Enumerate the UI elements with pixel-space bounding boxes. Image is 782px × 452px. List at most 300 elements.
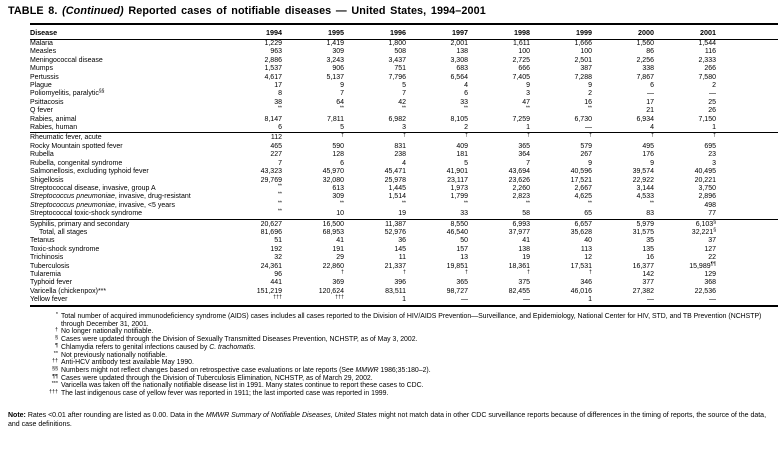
title-prefix: TABLE 8. [8, 5, 63, 17]
disease-label: Rheumatic fever, acute [30, 133, 220, 143]
table-row [30, 177, 778, 185]
case-count-cell: ††† [335, 294, 344, 301]
case-count-cell: 23,117 [447, 176, 468, 184]
spacer-cell [716, 254, 778, 262]
spacer-cell [716, 263, 778, 271]
case-count-cell: ** [277, 105, 282, 112]
table-header [30, 24, 778, 40]
spacer-cell [716, 40, 778, 49]
case-count-cell: 16,500 [282, 219, 344, 229]
table-section [30, 40, 778, 133]
case-count-cell: † [344, 133, 406, 143]
disease-label: Streptococcus pneumoniae, invasive, <5 years [30, 201, 175, 209]
column-header-spacer [716, 24, 778, 40]
case-count-cell: 19 [522, 254, 530, 262]
footnote-text: No longer nationally notifiable. [61, 328, 154, 336]
disease-label: Streptococcal disease, invasive, group A [30, 184, 156, 192]
case-count-cell: 82,455 [508, 287, 530, 295]
column-header-year: 1995 [282, 24, 344, 40]
case-count-cell: 96 [274, 270, 282, 278]
table-row [30, 185, 778, 193]
case-count-cell: 3,144 [636, 184, 654, 192]
disease-label: Syphilis, primary and secondary [30, 219, 220, 229]
case-count-cell: † [406, 133, 468, 143]
table-row [30, 143, 778, 151]
case-count-cell: 579 [580, 142, 592, 150]
case-count-cell: 7,867 [636, 73, 654, 81]
case-count-cell: 23 [708, 151, 716, 159]
case-count-cell: — [585, 124, 592, 132]
case-count-cell: — [523, 296, 530, 304]
case-count-cell: † [341, 269, 344, 276]
spacer-cell [716, 57, 778, 65]
case-count-cell: 3,437 [388, 56, 406, 64]
disease-label: Streptococcal toxic-shock syndrome [30, 210, 143, 218]
spacer-cell [716, 116, 778, 124]
case-count-cell: 267 [580, 151, 592, 159]
table-row [30, 219, 778, 229]
notifiable-diseases-table [30, 23, 778, 307]
case-count-cell: 8,550 [406, 219, 468, 229]
case-count-cell: 1 [588, 296, 592, 304]
table-row [30, 116, 778, 124]
case-count-cell: ** [649, 200, 654, 207]
case-count-cell: † [403, 269, 406, 276]
disease-label: Tetanus [30, 237, 55, 245]
disease-label: Salmonellosis, excluding typhoid fever [30, 168, 149, 176]
case-count-cell: ** [401, 105, 406, 112]
case-count-cell: 43,694 [508, 168, 530, 176]
case-count-cell: 4,625 [574, 193, 592, 201]
case-count-cell: 6 [340, 159, 344, 167]
case-count-cell: 364 [518, 151, 530, 159]
spacer-cell [716, 202, 778, 210]
case-count-cell: 22,922 [632, 176, 654, 184]
case-count-cell: 695 [704, 142, 716, 150]
footnotes [0, 313, 779, 398]
case-count-cell: 16,377 [632, 262, 654, 270]
case-count-cell: 1,666 [574, 40, 592, 47]
table-row [30, 48, 778, 56]
case-count-cell: ** [463, 200, 468, 207]
disease-label: Tularemia [30, 270, 61, 278]
footnote-marker: *** [51, 381, 58, 388]
case-count-cell: 15,989¶¶ [689, 261, 716, 270]
case-count-cell: 4 [650, 124, 654, 132]
case-count-cell: 47 [522, 98, 530, 106]
spacer-cell [716, 185, 778, 193]
case-count-cell: 8 [278, 90, 282, 98]
spacer-cell [716, 210, 778, 219]
table-row [30, 107, 778, 115]
table-row [30, 90, 778, 98]
case-count-cell: 2 [712, 82, 716, 90]
disease-label: Shigellosis [30, 176, 64, 184]
case-count-cell: ** [587, 105, 592, 112]
case-count-cell: 266 [704, 65, 716, 73]
column-header-year: 1994 [220, 24, 282, 40]
case-count-cell: 40,495 [694, 168, 716, 176]
case-count-cell: 2,256 [636, 56, 654, 64]
case-count-cell: 683 [456, 65, 468, 73]
footnote-marker: ††† [49, 389, 58, 396]
column-header-year: 2000 [592, 24, 654, 40]
case-count-cell: 906 [332, 65, 344, 73]
table-row [30, 40, 778, 49]
note-label: Note: [8, 412, 26, 419]
case-count-cell: 20,221 [694, 176, 716, 184]
case-count-cell: — [461, 296, 468, 304]
case-count-cell: 1,229 [264, 40, 282, 47]
case-count-cell: 83 [646, 210, 654, 218]
case-count-cell: 41 [336, 237, 344, 245]
case-count-cell: 6,993 [468, 219, 530, 229]
table-row [30, 151, 778, 159]
table-row [30, 133, 778, 143]
case-count-cell: 2,896 [698, 193, 716, 201]
footnote-marker: § [55, 335, 58, 342]
case-count-cell: 6,934 [636, 115, 654, 123]
case-count-cell: 32,221§ [691, 227, 716, 236]
column-header-disease: Disease [30, 24, 220, 40]
spacer-cell [716, 82, 778, 90]
disease-label: Malaria [30, 40, 53, 47]
case-count-cell: 21,337 [384, 262, 406, 270]
footnote-marker: †† [52, 358, 58, 365]
case-count-cell: 6,730 [574, 115, 592, 123]
case-count-cell: 365 [456, 279, 468, 287]
case-count-cell: 495 [642, 142, 654, 150]
spacer-cell [716, 74, 778, 82]
case-count-cell: 129 [704, 270, 716, 278]
footnote [0, 344, 779, 352]
note-text [8, 412, 776, 429]
case-count-cell: † [589, 269, 592, 276]
case-count-cell: 387 [580, 65, 592, 73]
case-count-cell: 6 [650, 82, 654, 90]
spacer-cell [716, 48, 778, 56]
spacer-cell [716, 296, 778, 305]
case-count-cell: 151,219 [256, 287, 282, 295]
case-count-cell: 5 [464, 159, 468, 167]
spacer-cell [716, 143, 778, 151]
case-count-cell: 1,560 [636, 40, 654, 47]
case-count-cell: 8,105 [450, 115, 468, 123]
case-count-cell: 368 [704, 279, 716, 287]
footnote-marker: ¶¶ [52, 373, 58, 380]
case-count-cell: 68,953 [322, 228, 344, 236]
case-count-cell: 2,725 [512, 56, 530, 64]
table-row [30, 82, 778, 90]
case-count-cell: 5 [402, 82, 406, 90]
disease-label: Pertussis [30, 73, 59, 81]
spacer-cell [716, 99, 778, 107]
table-row [30, 288, 778, 296]
case-count-cell: † [654, 133, 716, 143]
case-count-cell: 42 [398, 98, 406, 106]
case-count-cell: 7,150 [698, 115, 716, 123]
case-count-cell: 138 [456, 48, 468, 56]
case-count-cell: 1,419 [326, 40, 344, 47]
disease-label: Rocky Mountain spotted fever [30, 142, 123, 150]
case-count-cell: 142 [642, 270, 654, 278]
case-count-cell: 369 [332, 279, 344, 287]
disease-label: Mumps [30, 65, 53, 73]
case-count-cell: 45,970 [322, 168, 344, 176]
case-count-cell: 17,531 [570, 262, 592, 270]
case-count-cell: 9 [340, 82, 344, 90]
note-body: Rates <0.01 after rounding are listed as 0.00. Data in the MMWR Summary of Notifiable Diseases, United States might not match data in other CDC surveillance reports because of differences in the timing of reports, the source of the data, and case definitions. [8, 412, 767, 428]
case-count-cell: 17,521 [570, 176, 592, 184]
case-count-cell: 9 [650, 159, 654, 167]
footnote [0, 313, 779, 328]
case-count-cell: 751 [394, 65, 406, 73]
case-count-cell: 43,323 [260, 168, 282, 176]
case-count-cell: 41,901 [446, 168, 468, 176]
case-count-cell: 81,696 [260, 228, 282, 236]
case-count-cell: — [709, 90, 716, 98]
table-row [30, 246, 778, 254]
case-count-cell: 963 [270, 48, 282, 56]
case-count-cell: 7 [526, 159, 530, 167]
footnote-text: Numbers might not reflect changes based on retrospective case evaluations or late reports (See MMWR 1986;35:180–2). [61, 366, 431, 374]
table-row [30, 74, 778, 82]
case-count-cell: 39,574 [632, 168, 654, 176]
case-count-cell: 2 [588, 90, 592, 98]
case-count-cell: ** [277, 208, 282, 215]
case-count-cell: 98,727 [446, 287, 468, 295]
case-count-cell: 77 [708, 210, 716, 218]
case-count-cell: ** [463, 105, 468, 112]
footnote-text: Total number of acquired immunodeficiency syndrome (AIDS) cases includes all cases reported to the Division of HIV/AIDS Prevention—Surveillance, and Epidemiology, National Center for HIV, STD, and TB Prevention (NCHSTP) through December 31, 2001. [61, 313, 762, 328]
case-count-cell: 17 [274, 82, 282, 90]
title-rest: Reported cases of notifiable diseases — United States, 1994–2001 [123, 5, 486, 17]
case-count-cell: 6,564 [450, 73, 468, 81]
case-count-cell: 11 [398, 254, 406, 262]
footnote-text: Varicella was taken off the nationally notifiable disease list in 1991. Many states continue to report these cases to CDC. [61, 382, 424, 390]
case-count-cell: 7,259 [512, 115, 530, 123]
case-count-cell: 58 [522, 210, 530, 218]
case-count-cell: 11,387 [344, 219, 406, 229]
case-count-cell: 7 [340, 90, 344, 98]
spacer-cell [716, 151, 778, 159]
header-row [30, 24, 778, 40]
spacer-cell [716, 90, 778, 98]
case-count-cell: 309 [332, 193, 344, 201]
case-count-cell: 25 [708, 98, 716, 106]
spacer-cell [716, 124, 778, 133]
disease-label: Psittacosis [30, 98, 64, 106]
case-count-cell: † [468, 133, 530, 143]
case-count-cell: 65 [584, 210, 592, 218]
case-count-cell: 51 [274, 237, 282, 245]
case-count-cell: 38 [274, 98, 282, 106]
case-count-cell: 1,445 [388, 184, 406, 192]
column-header-year: 1998 [468, 24, 530, 40]
case-count-cell: 32 [274, 254, 282, 262]
spacer-cell [716, 279, 778, 287]
case-count-cell: 3 [526, 90, 530, 98]
case-count-cell: † [592, 133, 654, 143]
case-count-cell: † [282, 133, 344, 143]
case-count-cell: 17 [646, 98, 654, 106]
case-count-cell: 2,001 [450, 40, 468, 47]
case-count-cell: 18,361 [508, 262, 530, 270]
case-count-cell: 83,511 [385, 287, 406, 295]
case-count-cell: 116 [704, 48, 716, 56]
case-count-cell: 7,796 [388, 73, 406, 81]
table-row [30, 237, 778, 245]
case-count-cell: 2 [464, 124, 468, 132]
case-count-cell: 41 [522, 237, 530, 245]
footnote-marker: ** [53, 350, 58, 357]
case-count-cell: 12 [584, 254, 592, 262]
case-count-cell: 1,973 [450, 184, 468, 192]
case-count-cell: 4,533 [636, 193, 654, 201]
disease-label: Streptococcus pneumoniae, invasive, drug-resistant [30, 193, 191, 201]
case-count-cell: 831 [394, 142, 406, 150]
case-count-cell: 4,617 [264, 73, 282, 81]
case-count-cell: 33 [460, 98, 468, 106]
case-count-cell: 32,080 [322, 176, 344, 184]
case-count-cell: † [530, 133, 592, 143]
case-count-cell: 29,769 [260, 176, 282, 184]
table-row [30, 296, 778, 305]
spacer-cell [716, 107, 778, 115]
case-count-cell: 2,333 [698, 56, 716, 64]
spacer-cell [716, 271, 778, 279]
case-count-cell: 3,308 [450, 56, 468, 64]
disease-label: Toxic-shock syndrome [30, 245, 100, 253]
case-count-cell: — [709, 296, 716, 304]
case-count-cell: 50 [460, 237, 468, 245]
table-section [30, 133, 778, 219]
case-count-cell: ††† [273, 294, 282, 301]
case-count-cell: 3,243 [326, 56, 344, 64]
case-count-cell: 135 [642, 245, 654, 253]
case-count-cell: 1,611 [513, 40, 530, 47]
case-count-cell: 52,976 [384, 228, 406, 236]
case-count-cell: 441 [270, 279, 282, 287]
disease-label: Rabies, human [30, 124, 78, 132]
case-count-cell: 590 [332, 142, 344, 150]
disease-label: Measles [30, 48, 57, 56]
footnote-text: Anti-HCV antibody test available May 1990. [61, 359, 194, 367]
case-count-cell: 1,544 [698, 40, 716, 47]
case-count-cell: 138 [518, 245, 530, 253]
spacer-cell [716, 193, 778, 201]
case-count-cell: 9 [588, 82, 592, 90]
case-count-cell: 46,016 [570, 287, 592, 295]
case-count-cell: 26 [708, 107, 716, 115]
case-count-cell: 375 [518, 279, 530, 287]
case-count-cell: 2,886 [264, 56, 282, 64]
spacer-cell [716, 177, 778, 185]
case-count-cell: 16 [584, 98, 592, 106]
case-count-cell: 227 [270, 151, 282, 159]
disease-label: Meningococcal disease [30, 56, 103, 64]
case-count-cell: 24,361 [260, 262, 282, 270]
table-row [30, 202, 778, 210]
case-count-cell: ** [339, 105, 344, 112]
case-count-cell: 8,147 [264, 115, 282, 123]
spacer-cell [716, 288, 778, 296]
case-count-cell: 7,288 [574, 73, 592, 81]
footnote-text: Cases were updated through the Division of Tuberculosis Elimination, NCHSTP, as of March 29, 2002. [61, 374, 373, 382]
case-count-cell: 498 [704, 201, 716, 209]
case-count-cell: 37,977 [508, 228, 530, 236]
case-count-cell: 7,811 [327, 115, 344, 123]
case-count-cell: 346 [580, 279, 592, 287]
footnote [0, 328, 779, 336]
case-count-cell: 396 [394, 279, 406, 287]
case-count-cell: 6 [464, 90, 468, 98]
case-count-cell: 16 [646, 254, 654, 262]
case-count-cell: 2,260 [512, 184, 530, 192]
case-count-cell: ** [587, 200, 592, 207]
case-count-cell: 113 [580, 245, 592, 253]
case-count-cell: 1 [526, 124, 530, 132]
disease-label: Total, all stages [39, 228, 88, 236]
case-count-cell: 112 [220, 133, 282, 143]
footnote [0, 359, 779, 367]
case-count-cell: 128 [332, 151, 344, 159]
column-header-year: 1999 [530, 24, 592, 40]
footnote-text: Not previously nationally notifiable. [61, 351, 168, 359]
footnote [0, 382, 779, 390]
case-count-cell: 20,627 [220, 219, 282, 229]
case-count-cell: 238 [394, 151, 406, 159]
case-count-cell: 25,978 [384, 176, 406, 184]
case-count-cell: 100 [580, 48, 592, 56]
case-count-cell: 127 [704, 245, 716, 253]
case-count-cell: 309 [332, 48, 344, 56]
case-count-cell: 22 [708, 254, 716, 262]
case-count-cell: ** [277, 183, 282, 190]
case-count-cell: 64 [336, 98, 344, 106]
disease-label: Plague [30, 82, 52, 90]
case-count-cell: 377 [642, 279, 654, 287]
case-count-cell: 3 [402, 124, 406, 132]
case-count-cell: † [465, 269, 468, 276]
title-continued: (Continued) [62, 5, 124, 17]
case-count-cell: 465 [270, 142, 282, 150]
case-count-cell: 22,536 [694, 287, 716, 295]
case-count-cell: — [647, 90, 654, 98]
case-count-cell: 19,851 [446, 262, 468, 270]
case-count-cell: 2,501 [574, 56, 592, 64]
case-count-cell: 2,823 [512, 193, 530, 201]
case-count-cell: 365 [518, 142, 530, 150]
case-count-cell: 191 [332, 245, 344, 253]
case-count-cell: 40 [584, 237, 592, 245]
case-count-cell: 5 [340, 124, 344, 132]
table-row [30, 210, 778, 219]
case-count-cell: 6 [278, 124, 282, 132]
footnote-text: Cases were updated through the Division of Sexually Transmitted Diseases Prevention, NCHSTP, as of May 3, 2002. [61, 336, 418, 344]
case-count-cell: 22,860 [322, 262, 344, 270]
case-count-cell: 192 [270, 245, 282, 253]
case-count-cell: 613 [332, 184, 344, 192]
case-count-cell: ** [401, 200, 406, 207]
case-count-cell: 4 [402, 159, 406, 167]
case-count-cell: ** [525, 200, 530, 207]
case-count-cell: 9 [588, 159, 592, 167]
case-count-cell: 40,596 [570, 168, 592, 176]
case-count-cell: 409 [456, 142, 468, 150]
case-count-cell: 23,626 [508, 176, 530, 184]
spacer-cell [716, 133, 778, 143]
